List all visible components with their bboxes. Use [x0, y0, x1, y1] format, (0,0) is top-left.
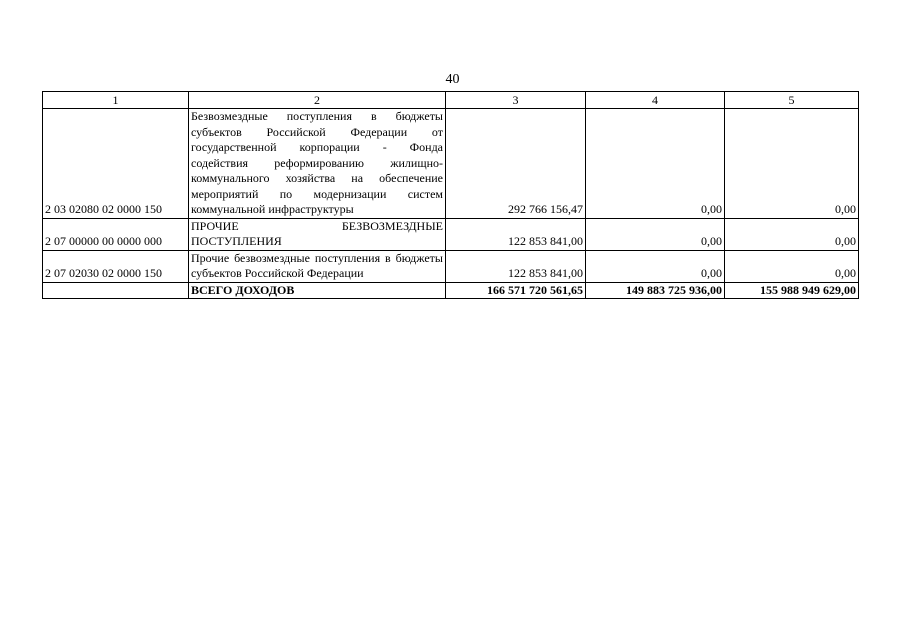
row-code: 2 03 02080 02 0000 150 [43, 109, 189, 219]
row-value-col5: 0,00 [725, 109, 859, 219]
row-value-col4: 0,00 [586, 218, 725, 250]
row-name-word-right: БЕЗВОЗМЕЗДНЫЕ [341, 218, 443, 233]
page-number: 40 [445, 72, 460, 87]
row-name: Безвозмездные поступления в бюджеты субъектов Российской Федерации от государственной корпорации - Фонда содействия реформированию жилищно-коммунального хозяйства на обеспечение мероприятий по модернизации систем коммунальной инфраструктуры [189, 109, 446, 219]
row-value-col4: 0,00 [586, 250, 725, 282]
total-row [43, 282, 859, 299]
table-row [43, 109, 859, 219]
budget-revenue-table [42, 91, 859, 299]
total-value-col4: 149 883 725 936,00 [586, 282, 725, 299]
header-col-3: 3 [446, 92, 586, 109]
row-name-line-1 [191, 219, 443, 235]
row-code: 2 07 00000 00 0000 000 [43, 218, 189, 250]
row-value-col5: 0,00 [725, 218, 859, 250]
row-name-line-2: ПОСТУПЛЕНИЯ [191, 234, 282, 248]
row-name-word-left: ПРОЧИЕ [191, 218, 239, 233]
row-name: Прочие безвозмездные поступления в бюджеты субъектов Российской Федерации [189, 250, 446, 282]
row-value-col5: 0,00 [725, 250, 859, 282]
total-code-empty [43, 282, 189, 299]
table-row [43, 218, 859, 250]
row-value-col3: 122 853 841,00 [446, 250, 586, 282]
total-label: ВСЕГО ДОХОДОВ [189, 282, 446, 299]
row-value-col4: 0,00 [586, 109, 725, 219]
row-code: 2 07 02030 02 0000 150 [43, 250, 189, 282]
total-value-col5: 155 988 949 629,00 [725, 282, 859, 299]
table-row [43, 250, 859, 282]
row-value-col3: 122 853 841,00 [446, 218, 586, 250]
table-header-row [43, 92, 859, 109]
row-name [189, 218, 446, 250]
header-col-4: 4 [586, 92, 725, 109]
row-value-col3: 292 766 156,47 [446, 109, 586, 219]
header-col-5: 5 [725, 92, 859, 109]
header-col-2: 2 [189, 92, 446, 109]
total-value-col3: 166 571 720 561,65 [446, 282, 586, 299]
header-col-1: 1 [43, 92, 189, 109]
